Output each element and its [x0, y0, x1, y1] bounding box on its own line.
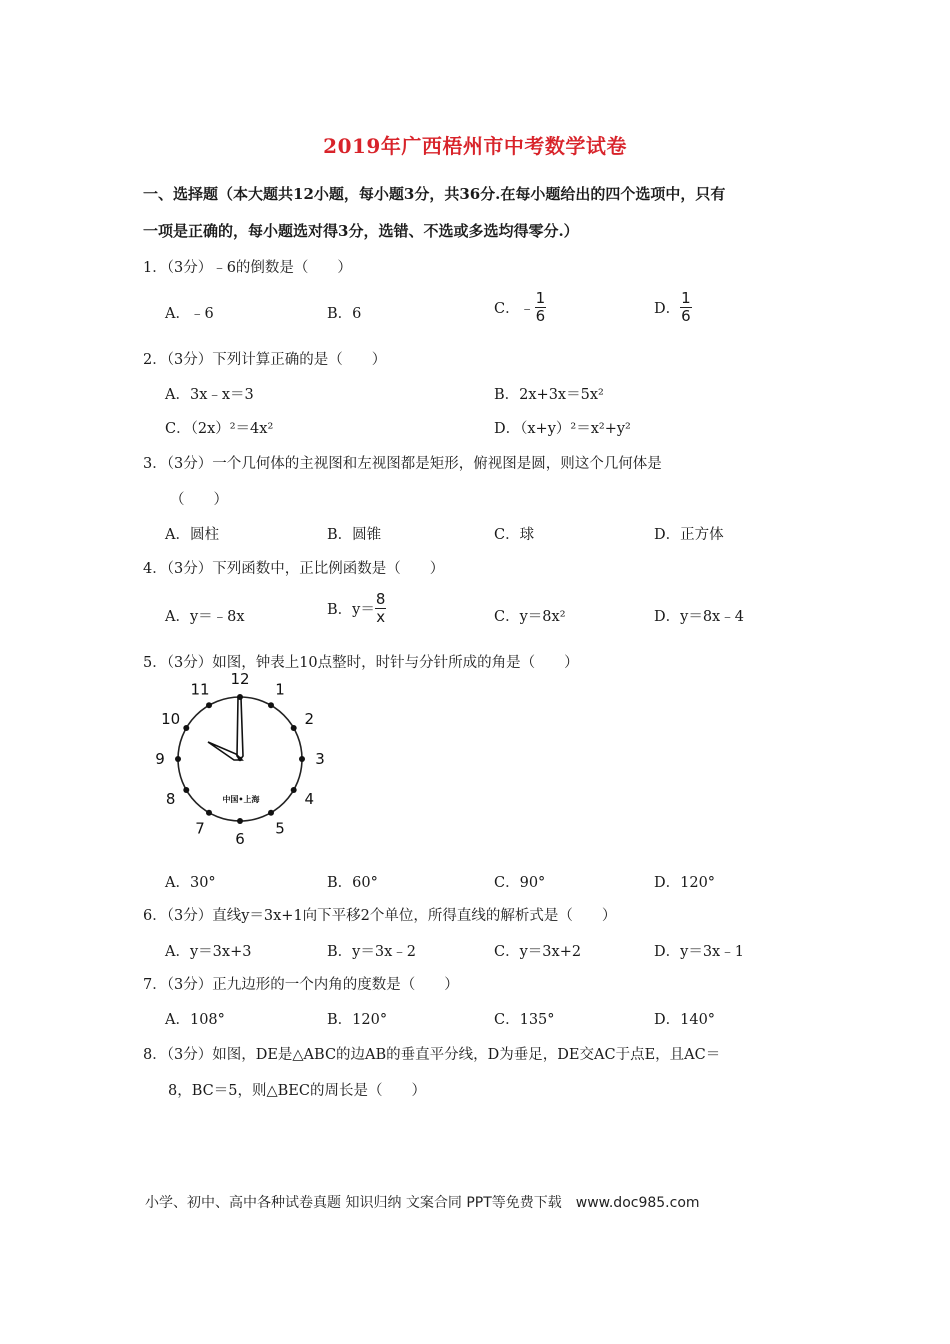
clock-number: 2 — [304, 710, 315, 728]
question-3-stem: 3．（3分）一个几何体的主视图和左视图都是矩形，俯视图是圆，则这个几何体是 — [143, 456, 662, 472]
question-8-stem-cont: 8，BC＝5，则△BEC的周长是（ ） — [168, 1083, 426, 1099]
clock-number: 10 — [161, 710, 181, 728]
q1-option-d-denominator: 6 — [681, 307, 691, 325]
q6-option-d: D．y＝3x﹣1 — [654, 944, 744, 960]
q4-option-b-denominator: x — [376, 608, 386, 626]
q1-option-c-sign: ﹣ — [519, 299, 535, 317]
q2-option-d: D．（x+y）²＝x²+y² — [494, 421, 631, 437]
q1-option-c-numerator: 1 — [535, 289, 546, 307]
q1-option-d-fraction — [680, 291, 692, 324]
section-heading-line2: 一项是正确的，每小题选对得3分，选错、不选或多选均得零分.） — [143, 222, 579, 240]
question-5-stem: 5．（3分）如图，钟表上10点整时，时针与分针所成的角是（ ） — [143, 655, 579, 671]
q6-option-c: C．y＝3x+2 — [494, 944, 582, 960]
q1-option-d-numerator: 1 — [681, 289, 691, 307]
clock-number: 8 — [165, 790, 176, 808]
clock-number: 3 — [315, 750, 325, 768]
clock-dot — [291, 787, 297, 793]
q2-option-b: B．2x+3x＝5x² — [494, 387, 604, 403]
clock-number: 6 — [235, 830, 245, 848]
question-7-stem: 7．（3分）正九边形的一个内角的度数是（ ） — [143, 977, 459, 993]
clock-figure — [155, 670, 325, 848]
clock-number: 12 — [230, 670, 250, 688]
clock-dot — [268, 810, 274, 816]
question-2-stem: 2．（3分）下列计算正确的是（ ） — [143, 352, 387, 368]
q6-option-b: B．y＝3x﹣2 — [327, 944, 416, 960]
q3-option-c: C．球 — [494, 527, 535, 543]
clock-number: 9 — [155, 750, 165, 768]
q5-option-d: D．120° — [654, 875, 716, 891]
clock-dot — [175, 756, 181, 762]
clock-dot — [206, 810, 212, 816]
clock-dot — [183, 787, 189, 793]
q6-option-a: A．y＝3x+3 — [165, 944, 252, 960]
q1-option-c — [494, 291, 546, 324]
section-heading-line1: 一、选择题（本大题共12小题，每小题3分，共36分.在每小题给出的四个选项中，只有 — [143, 185, 726, 203]
q3-option-d: D．正方体 — [654, 527, 724, 543]
clock-center — [238, 757, 242, 761]
q7-option-d: D．140° — [654, 1012, 716, 1028]
q7-option-a: A．108° — [165, 1012, 225, 1028]
clock-number: 1 — [275, 680, 285, 699]
q4-option-a: A．y＝﹣8x — [165, 609, 245, 625]
clock-dot — [268, 702, 274, 708]
page-footer: 小学、初中、高中各种试卷真题 知识归纳 文案合同 PPT等免费下载 www.doc985.com — [145, 1195, 700, 1211]
q4-option-c: C．y＝8x² — [494, 609, 566, 625]
question-4-stem: 4．（3分）下列函数中，正比例函数是（ ） — [143, 561, 445, 577]
question-1-stem: 1．（3分）﹣6的倒数是（ ） — [143, 260, 352, 276]
clock-number: 4 — [304, 790, 315, 808]
q4-option-b-numerator: 8 — [375, 590, 386, 608]
question-3-stem-cont: （ ） — [170, 492, 228, 508]
q5-option-b: B．60° — [327, 875, 378, 891]
q4-option-b-label: B．y＝ — [327, 602, 375, 618]
q5-option-c: C．90° — [494, 875, 546, 891]
q1-option-c-label: C． — [494, 301, 520, 317]
q4-option-d: D．y＝8x﹣4 — [654, 609, 744, 625]
q1-option-a: A．﹣6 — [165, 306, 214, 322]
exam-title: 2019年广西梧州市中考数学试卷 — [323, 134, 627, 158]
q1-option-d-label: D． — [654, 301, 681, 317]
clock-number: 5 — [275, 819, 285, 838]
q7-option-b: B．120° — [327, 1012, 388, 1028]
clock-dot — [237, 818, 243, 824]
clock-number: 11 — [190, 680, 210, 699]
clock-dot — [291, 725, 297, 731]
clock-number: 7 — [195, 819, 205, 838]
q7-option-c: C．135° — [494, 1012, 555, 1028]
q3-option-a: A．圆柱 — [165, 527, 219, 543]
q3-option-b: B．圆锥 — [327, 527, 382, 543]
clock-dot — [206, 702, 212, 708]
q4-option-b-fraction — [375, 592, 387, 625]
q4-option-b — [327, 592, 386, 625]
question-8-stem: 8．（3分）如图，DE是△ABC的边AB的垂直平分线，D为垂足，DE交AC于点E，且AC＝ — [143, 1047, 721, 1063]
q1-option-c-denominator: 6 — [535, 307, 546, 325]
question-6-stem: 6．（3分）直线y＝3x+1向下平移2个单位，所得直线的解析式是（ ） — [143, 908, 617, 924]
q5-option-a: A．30° — [165, 875, 216, 891]
q1-option-d — [654, 291, 692, 324]
q2-option-c: C．（2x）²＝4x² — [165, 421, 274, 437]
q2-option-a: A．3x﹣x＝3 — [165, 387, 254, 403]
q1-option-b: B．6 — [327, 306, 362, 322]
clock-brand: 中国•上海 — [222, 795, 260, 804]
q1-option-c-fraction — [535, 291, 547, 324]
minute-hand — [237, 698, 243, 760]
clock-dot — [183, 725, 189, 731]
clock-dot — [299, 756, 305, 762]
